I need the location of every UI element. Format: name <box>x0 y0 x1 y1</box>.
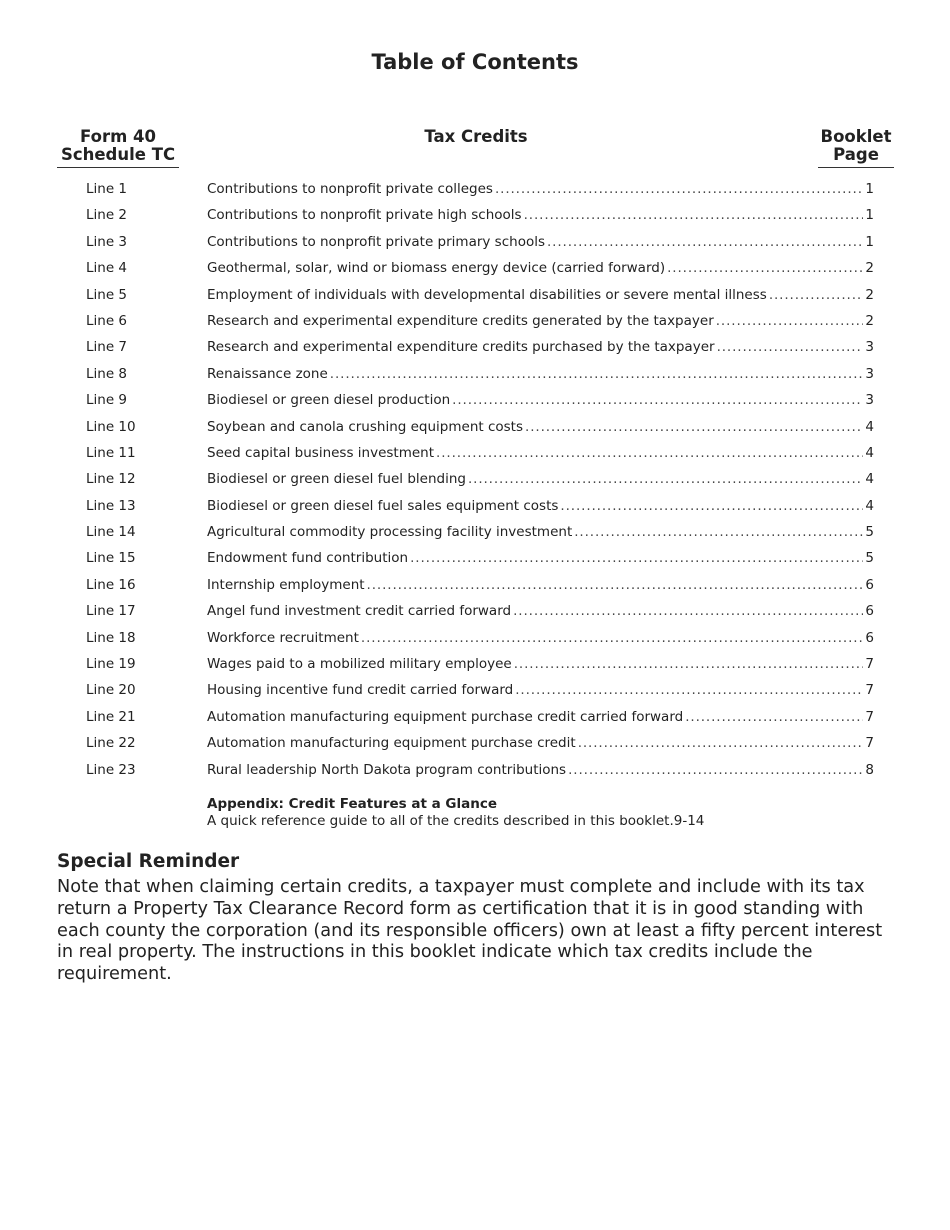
column-header-form <box>57 128 179 168</box>
toc-row <box>0 255 950 281</box>
toc-row <box>0 493 950 519</box>
credit-description: Automation manufacturing equipment purchase credit <box>207 735 576 752</box>
page-number: 7 <box>865 708 874 725</box>
credit-description: Internship employment <box>207 576 365 593</box>
reminder-text: Note that when claiming certain credits, a taxpayer must complete and include with its tax return a Property Tax Clearance Record form as certification that it is in good standing with each county the corporation (and its responsible officers) own at least a fifty percent interest in real property. The instructions in this booklet indicate which tax credits include the requirement. <box>57 877 883 985</box>
line-number: Line 14 <box>86 524 136 541</box>
toc-entry <box>207 577 874 593</box>
toc-entry <box>207 207 874 223</box>
toc-row <box>0 334 950 360</box>
toc-entry <box>207 682 874 698</box>
column-header-booklet-page <box>818 128 894 168</box>
toc-row <box>0 704 950 730</box>
line-number: Line 9 <box>86 392 128 409</box>
toc-row <box>0 466 950 492</box>
credit-description: Housing incentive fund credit carried forward <box>207 682 514 699</box>
credit-description: Seed capital business investment <box>207 444 435 461</box>
toc-entry <box>207 313 874 329</box>
page-number: 4 <box>865 418 874 435</box>
line-number: Line 18 <box>86 629 136 646</box>
credit-description: Research and experimental expenditure credits purchased by the taxpayer <box>207 339 715 356</box>
leader-dots <box>452 392 863 408</box>
line-number: Line 19 <box>86 656 136 673</box>
page-number: 3 <box>865 365 874 382</box>
appendix-page: 9-14 <box>673 813 705 829</box>
credit-description: Employment of individuals with developmental disabilities or severe mental illness <box>207 286 767 303</box>
toc-row <box>0 545 950 571</box>
page-number: 7 <box>865 656 874 673</box>
leader-dots <box>685 709 863 725</box>
leader-dots <box>361 630 863 646</box>
toc-row <box>0 651 950 677</box>
toc-row <box>0 361 950 387</box>
toc-row <box>0 282 950 308</box>
leader-dots <box>547 234 863 250</box>
toc-entry <box>207 419 874 435</box>
toc-entry <box>207 762 874 778</box>
toc-entry <box>207 709 874 725</box>
credit-description: Biodiesel or green diesel production <box>207 392 451 409</box>
leader-dots <box>468 471 863 487</box>
line-number: Line 8 <box>86 365 128 382</box>
page-number: 4 <box>865 497 874 514</box>
line-number: Line 6 <box>86 312 128 329</box>
column-header-page-line2: Page <box>833 145 879 164</box>
leader-dots <box>717 339 864 355</box>
line-number: Line 2 <box>86 207 128 224</box>
line-number: Line 7 <box>86 339 128 356</box>
leader-dots <box>436 445 863 461</box>
appendix-title: Appendix: Credit Features at a Glance <box>207 796 498 812</box>
page-number: 7 <box>865 735 874 752</box>
toc-entry <box>207 735 874 751</box>
line-number: Line 15 <box>86 550 136 567</box>
line-number: Line 21 <box>86 708 136 725</box>
appendix-line <box>207 813 874 829</box>
credit-description: Soybean and canola crushing equipment costs <box>207 418 524 435</box>
credit-description: Angel fund investment credit carried forward <box>207 603 512 620</box>
page-number: 1 <box>865 207 874 224</box>
toc-entry <box>207 392 874 408</box>
credit-description: Contributions to nonprofit private colleges <box>207 181 493 197</box>
page-number: 6 <box>865 576 874 593</box>
page-title: Table of Contents <box>371 50 579 74</box>
page-number: 3 <box>865 339 874 356</box>
credit-description: Automation manufacturing equipment purchase credit carried forward <box>207 708 684 725</box>
toc-entry <box>207 656 874 672</box>
leader-dots <box>560 498 863 514</box>
leader-dots <box>515 682 863 698</box>
line-number: Line 11 <box>86 444 136 461</box>
line-number: Line 12 <box>86 471 136 488</box>
appendix-description: A quick reference guide to all of the credits described in this booklet. <box>207 813 674 829</box>
toc-entry <box>207 550 874 566</box>
page-number: 4 <box>865 444 874 461</box>
leader-dots <box>525 419 863 435</box>
page-number: 7 <box>865 682 874 699</box>
credit-description: Wages paid to a mobilized military employee <box>207 656 512 673</box>
leader-dots <box>524 207 864 223</box>
line-number: Line 5 <box>86 286 128 303</box>
leader-dots <box>367 577 864 593</box>
toc-row <box>0 757 950 783</box>
page-number: 5 <box>865 550 874 567</box>
leader-dots <box>574 524 863 540</box>
line-number: Line 23 <box>86 761 136 778</box>
page-number: 2 <box>865 312 874 329</box>
leader-dots <box>769 287 864 303</box>
leader-dots <box>514 656 864 672</box>
toc-row <box>0 202 950 228</box>
toc-row <box>0 387 950 413</box>
page-number: 2 <box>865 286 874 303</box>
credit-description: Endowment fund contribution <box>207 550 409 567</box>
line-number: Line 3 <box>86 233 128 250</box>
toc-row <box>0 308 950 334</box>
toc-entry <box>207 287 874 303</box>
toc-row <box>0 572 950 598</box>
credit-description: Renaissance zone <box>207 365 328 382</box>
toc-entry <box>207 366 874 382</box>
line-number: Line 16 <box>86 576 136 593</box>
page-number: 6 <box>865 629 874 646</box>
leader-dots <box>495 181 863 197</box>
leader-dots <box>716 313 864 329</box>
page-number: 1 <box>865 181 874 197</box>
line-number: Line 22 <box>86 735 136 752</box>
line-number: Line 20 <box>86 682 136 699</box>
special-reminder <box>57 851 897 986</box>
leader-dots <box>578 735 864 751</box>
toc-row <box>0 677 950 703</box>
leader-dots <box>568 762 863 778</box>
page-number: 6 <box>865 603 874 620</box>
toc-entry <box>207 524 874 540</box>
page-number: 5 <box>865 524 874 541</box>
toc-list <box>0 176 950 783</box>
appendix-entry <box>207 796 874 829</box>
toc-entry <box>207 260 874 276</box>
line-number: Line 17 <box>86 603 136 620</box>
leader-dots <box>410 550 863 566</box>
credit-description: Contributions to nonprofit private primary schools <box>207 233 545 250</box>
toc-row <box>0 440 950 466</box>
toc-entry <box>207 630 874 646</box>
line-number: Line 13 <box>86 497 136 514</box>
page-number: 3 <box>865 392 874 409</box>
reminder-title: Special Reminder <box>57 851 240 872</box>
line-number: Line 1 <box>86 181 128 197</box>
toc-row <box>0 598 950 624</box>
credit-description: Biodiesel or green diesel fuel sales equipment costs <box>207 497 559 514</box>
column-header-form-line2: Schedule TC <box>60 145 176 164</box>
credit-description: Workforce recruitment <box>207 629 359 646</box>
credit-description: Geothermal, solar, wind or biomass energy device (carried forward) <box>207 260 666 277</box>
toc-entry <box>207 339 874 355</box>
toc-entry <box>207 471 874 487</box>
toc-entry <box>207 603 874 619</box>
column-header-form-line1: Form 40 <box>80 127 156 146</box>
toc-row <box>0 625 950 651</box>
toc-row <box>0 414 950 440</box>
credit-description: Biodiesel or green diesel fuel blending <box>207 471 466 488</box>
leader-dots <box>330 366 864 382</box>
credit-description: Research and experimental expenditure credits generated by the taxpayer <box>207 312 714 329</box>
line-number: Line 4 <box>86 260 128 277</box>
toc-row <box>0 229 950 255</box>
page-number: 1 <box>865 233 874 250</box>
toc-entry <box>207 445 874 461</box>
column-header-tax-credits: Tax Credits <box>424 127 528 146</box>
column-header-page-line1: Booklet <box>820 127 892 146</box>
toc-entry <box>207 181 874 197</box>
page-number: 2 <box>865 260 874 277</box>
toc-row <box>0 730 950 756</box>
toc-entry <box>207 498 874 514</box>
credit-description: Contributions to nonprofit private high schools <box>207 207 522 224</box>
toc-row <box>0 519 950 545</box>
toc-row <box>0 176 950 202</box>
leader-dots <box>513 603 863 619</box>
credit-description: Agricultural commodity processing facility investment <box>207 524 573 541</box>
credit-description: Rural leadership North Dakota program contributions <box>207 761 567 778</box>
line-number: Line 10 <box>86 418 136 435</box>
page-number: 8 <box>865 761 874 778</box>
toc-entry <box>207 234 874 250</box>
page-number: 4 <box>865 471 874 488</box>
leader-dots <box>667 260 863 276</box>
